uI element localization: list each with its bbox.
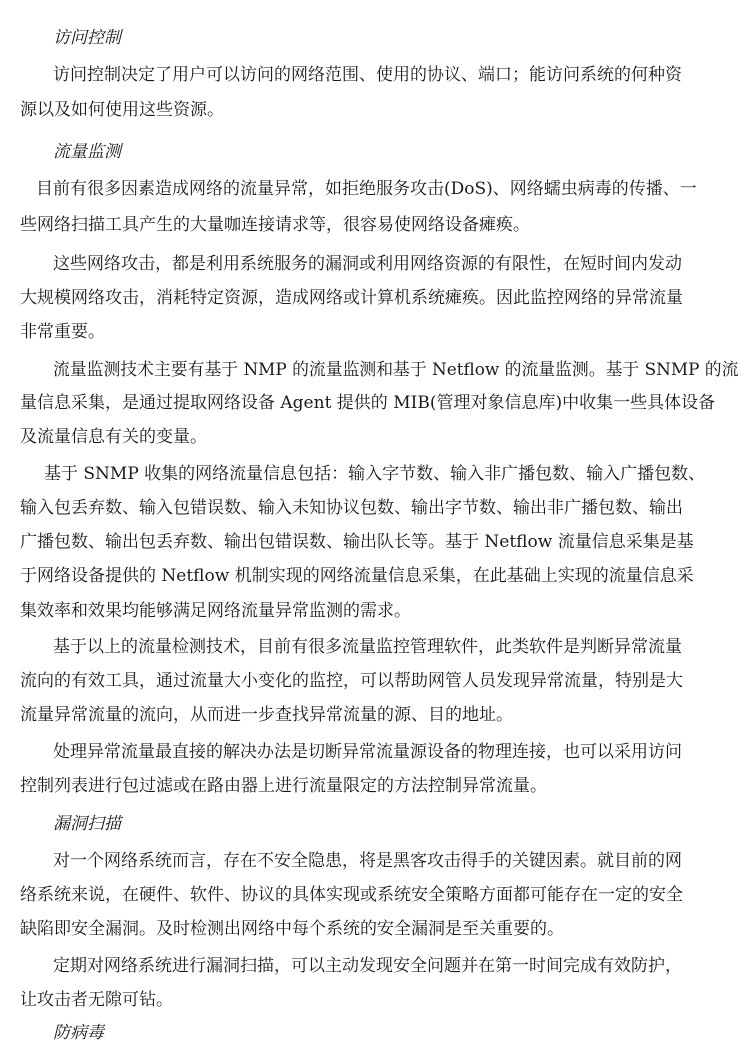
section-heading-antivirus: 防病毒	[53, 1023, 104, 1043]
text-line: 于网络设备提供的 Netflow 机制实现的网络流量信息采集，在此基础上实现的流量信息采	[20, 566, 694, 586]
text-line: 些网络扫描工具产生的大量咖连接请求等，很容易使网络设备瘫痪。	[20, 215, 530, 235]
text-line: 控制列表进行包过滤或在路由器上进行流量限定的方法控制异常流量。	[20, 776, 547, 796]
text-line: 集效率和效果均能够满足网络流量异常监测的需求。	[20, 601, 411, 621]
text-line: 流量监测技术主要有基于 NMP 的流量监测和基于 Netflow 的流量监测。基于 SNMP 的流	[53, 359, 739, 379]
text-line: 处理异常流量最直接的解决办法是切断异常流量源设备的物理连接，也可以采用访问	[53, 742, 682, 762]
text-line: 广播包数、输出包丢弃数、输出包错误数、输出队长等。基于 Netflow 流量信息采集是基	[20, 532, 694, 552]
section-heading-vulnerability-scan: 漏洞扫描	[53, 814, 121, 834]
text-line: 基于 SNMP 收集的网络流量信息包括：输入字节数、输入非广播包数、输入广播包数、	[44, 464, 706, 484]
text-line: 源以及如何使用这些资源。	[20, 100, 224, 120]
text-line: 访问控制决定了用户可以访问的网络范围、使用的协议、端口；能访问系统的何种资	[53, 65, 682, 85]
text-line: 大规模网络攻击，消耗特定资源，造成网络或计算机系统瘫痪。因此监控网络的异常流量	[20, 288, 683, 308]
text-line: 让攻击者无隙可钻。	[20, 990, 173, 1010]
text-line: 对一个网络系统而言，存在不安全隐患，将是黑客攻击得手的关键因素。就目前的网	[53, 851, 682, 871]
text-line: 量信息采集，是通过提取网络设备 Agent 提供的 MIB(管理对象信息库)中收集一些具体设备	[20, 393, 716, 413]
section-heading-access-control: 访问控制	[53, 28, 121, 48]
text-line: 缺陷即安全漏洞。及时检测出网络中每个系统的安全漏洞是至关重要的。	[20, 919, 564, 939]
text-line: 及流量信息有关的变量。	[20, 427, 207, 447]
section-heading-traffic-monitoring: 流量监测	[53, 142, 121, 162]
text-line: 基于以上的流量检测技术，目前有很多流量监控管理软件，此类软件是判断异常流量	[53, 637, 682, 657]
text-line: 络系统来说，在硬件、软件、协议的具体实现或系统安全策略方面都可能存在一定的安全	[20, 885, 683, 905]
text-line: 流量异常流量的流向，从而进一步查找异常流量的源、目的地址。	[20, 705, 513, 725]
text-line: 这些网络攻击，都是利用系统服务的漏洞或利用网络资源的有限性，在短时间内发动	[53, 254, 682, 274]
text-line: 非常重要。	[20, 322, 105, 342]
text-line: 定期对网络系统进行漏洞扫描，可以主动发现安全问题并在第一时间完成有效防护，	[53, 956, 682, 976]
text-line: 输入包丢弃数、输入包错误数、输入未知协议包数、输出字节数、输出非广播包数、输出	[20, 498, 683, 518]
text-line: 目前有很多因素造成网络的流量异常，如拒绝服务攻击(DoS)、网络蠕虫病毒的传播、一	[36, 179, 697, 199]
text-line: 流向的有效工具，通过流量大小变化的监控，可以帮助网管人员发现异常流量，特别是大	[20, 671, 683, 691]
